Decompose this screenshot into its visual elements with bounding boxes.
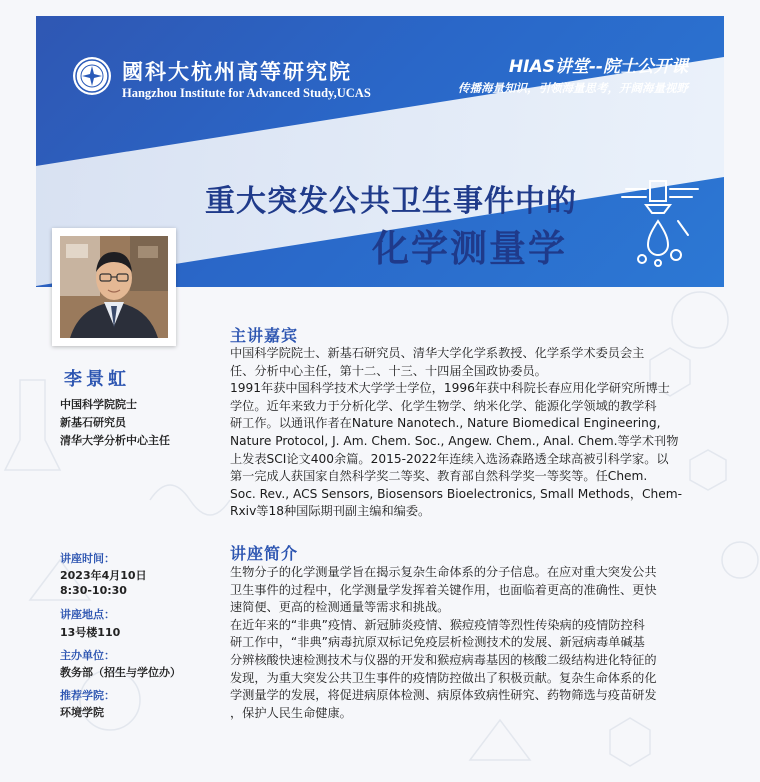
bio-line: Rxiv等18种国际期刊副主编和编委。 [230, 504, 431, 519]
intro-line: 发现，为重大突发公共卫生事件的疫情防控做出了积极贡献。复杂生命体系的化 [230, 670, 657, 685]
bio-heading: 主讲嘉宾 [230, 326, 299, 345]
intro-paragraph [230, 564, 710, 722]
chemistry-drop-icon [618, 175, 703, 270]
intro-line: 生物分子的化学测量学旨在揭示复杂生命体系的分子信息。在应对重大突发公共 [230, 565, 657, 579]
speaker-photo [60, 236, 168, 338]
location-label: 讲座地点： [60, 608, 115, 621]
speaker-role: 中国科学院院士 [60, 398, 137, 411]
lecture-organizer: 教务部（招生与学位办） [60, 666, 181, 679]
lecture-date: 2023年4月10日 [60, 569, 147, 582]
intro-line: 研工作中，“非典”病毒抗原双标记免疫层析检测技术的发展、新冠病毒单碱基 [230, 635, 645, 650]
lecture-time: 8:30-10:30 [60, 584, 127, 597]
bio-line: 学位。近年来致力于分析化学、化学生物学、纳米化学、能源化学领域的教学科 [230, 398, 657, 413]
organizer-label: 主办单位： [60, 649, 115, 662]
lecture-location: 13号楼110 [60, 626, 121, 639]
course-name: HIAS讲堂--院士公开课 [508, 57, 688, 77]
speaker-role: 清华大学分析中心主任 [60, 434, 170, 447]
bio-line: 研工作。以通讯作者在Nature Nanotech., Nature Biomedical Engineering, [230, 416, 661, 431]
course-tagline: 传播海量知识，引领海量思考，开阔海量视野 [458, 81, 688, 95]
bio-paragraph [230, 345, 710, 521]
speaker-name: 李景虹 [64, 369, 130, 390]
bio-line: Soc. Rev., ACS Sensors, Biosensors Bioelectronics, Small Methods，Chem- [230, 486, 683, 501]
time-label: 讲座时间： [60, 552, 115, 565]
bio-line: 中国科学院院士、新基石研究员、清华大学化学系教授、化学系学术委员会主 [230, 346, 645, 360]
school-label: 推荐学院： [60, 689, 115, 702]
institute-logo-icon [72, 56, 112, 96]
speaker-role: 新基石研究员 [60, 416, 126, 429]
intro-line: 分辨核酸快速检测技术与仪器的开发和猴痘病毒基因的核酸二级结构进化特征的 [230, 652, 657, 667]
intro-line: 在近年来的“非典”疫情、新冠肺炎疫情、猴痘疫情等烈性传染病的疫情防控科 [230, 617, 645, 632]
institute-name-cn: 國科大杭州高等研究院 [122, 59, 352, 84]
bio-line: 任、分析中心主任，第十二、十三、十四届全国政协委员。 [230, 363, 547, 378]
intro-line: 速简便、更高的检测通量等需求和挑战。 [230, 600, 450, 615]
intro-line: 学测量学的发展，将促进病原体检测、病原体致病性研究、药物筛选与疫苗研发 [230, 688, 657, 703]
intro-heading: 讲座简介 [230, 544, 299, 563]
bio-line: 第一完成人获国家自然科学奖二等奖、教育部自然科学奖一等奖等。任Chem. [230, 469, 648, 484]
recommended-school: 环境学院 [60, 706, 104, 719]
lecture-title-line1: 重大突发公共卫生事件中的 [205, 184, 577, 219]
bio-line: 1991年获中国科学技术大学学士学位，1996年获中科院长春应用化学研究所博士 [230, 381, 670, 396]
bio-line: 上发表SCI论文400余篇。2015-2022年连续入选汤森路透全球高被引科学家。以 [230, 451, 669, 466]
lecture-title-line2: 化学测量学 [372, 227, 567, 270]
intro-line: 卫生事件的过程中，化学测量学发挥着关键作用，也面临着更高的准确性、更快 [230, 582, 657, 597]
institute-name-en: Hangzhou Institute for Advanced Study,UCAS [122, 86, 371, 100]
bio-line: Nature Protocol, J. Am. Chem. Soc., Angew. Chem., Anal. Chem.等学术刊物 [230, 433, 679, 448]
intro-line: ，保护人民生命健康。 [230, 705, 352, 720]
